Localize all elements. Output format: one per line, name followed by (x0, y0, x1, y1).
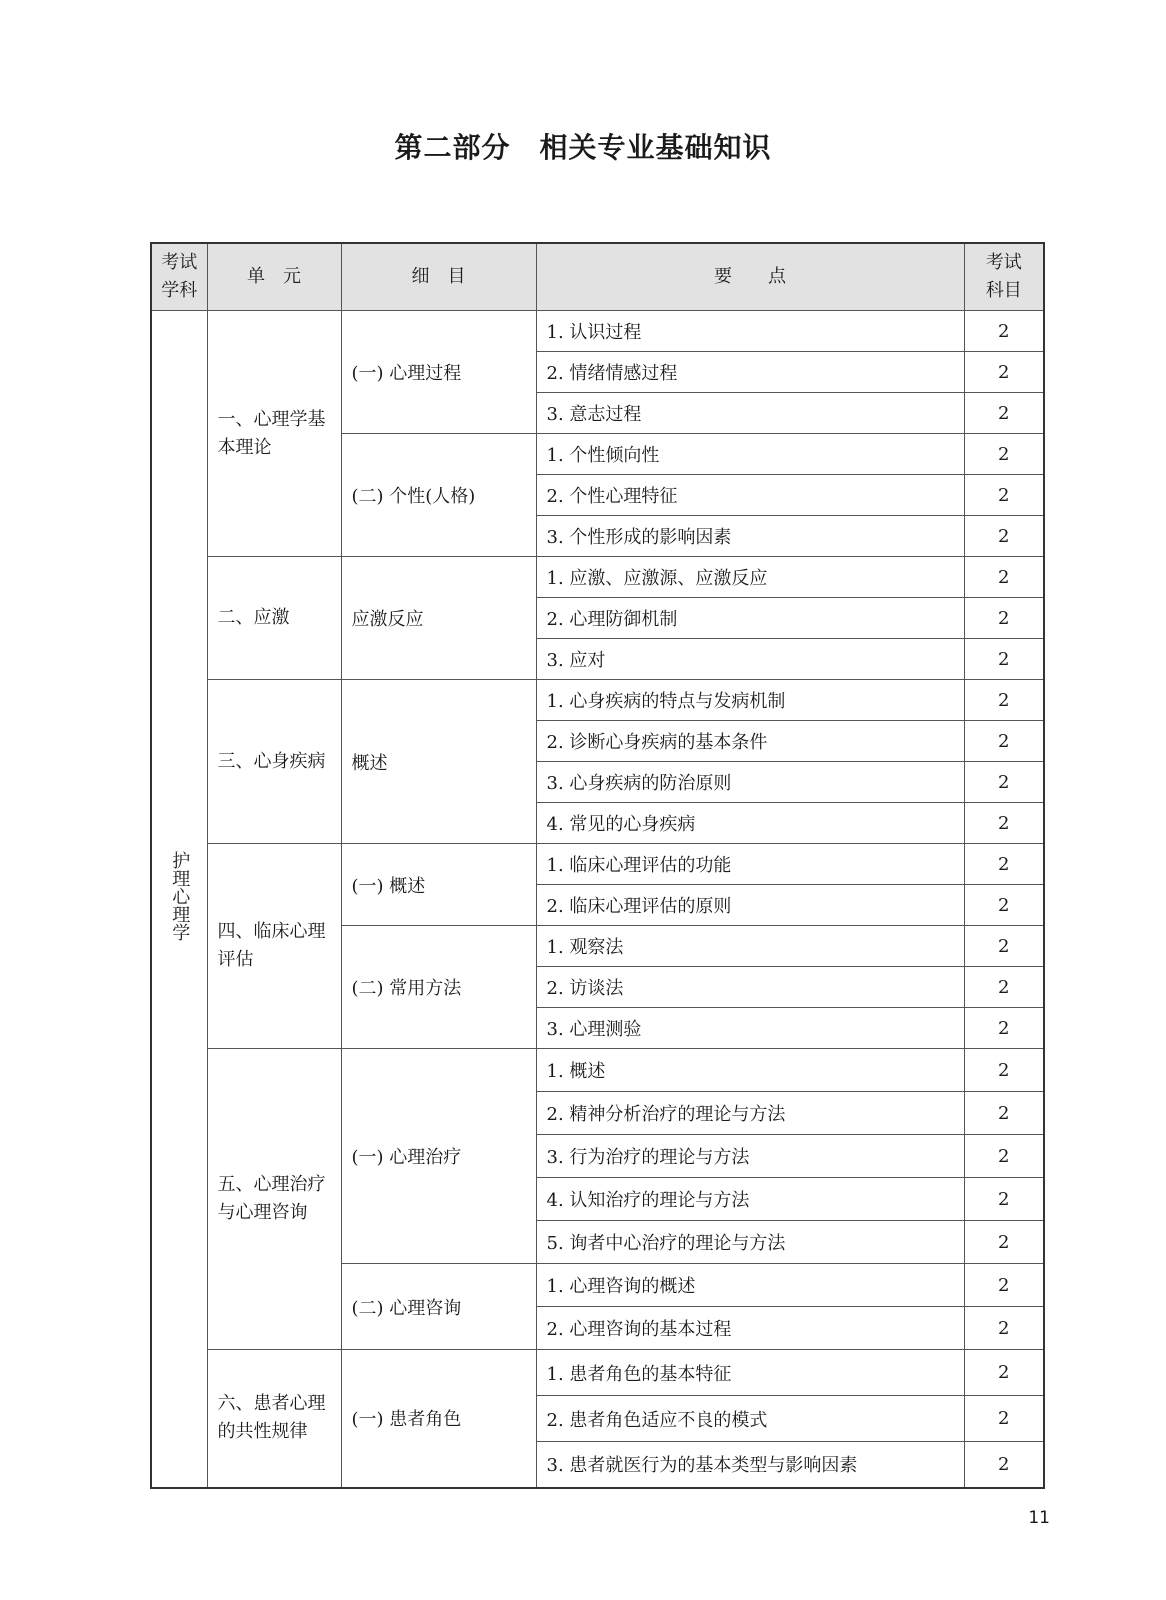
point-cell: 1. 个性倾向性 (536, 434, 964, 475)
point-cell: 3. 心理测验 (536, 1008, 964, 1049)
table-row (151, 680, 1044, 721)
level-cell: 2 (964, 844, 1044, 885)
point-cell: 2. 诊断心身疾病的基本条件 (536, 721, 964, 762)
item-cell: 应激反应 (341, 557, 536, 680)
table-body (151, 311, 1044, 1488)
level-cell: 2 (964, 311, 1044, 352)
level-cell: 2 (964, 1178, 1044, 1221)
table-row (151, 1049, 1044, 1092)
point-cell: 1. 观察法 (536, 926, 964, 967)
level-cell: 2 (964, 434, 1044, 475)
point-cell: 3. 意志过程 (536, 393, 964, 434)
level-cell: 2 (964, 721, 1044, 762)
unit-cell: 一、心理学基本理论 (207, 311, 341, 557)
table-row (151, 844, 1044, 885)
point-cell: 2. 精神分析治疗的理论与方法 (536, 1092, 964, 1135)
item-cell: (二) 个性(人格) (341, 434, 536, 557)
level-cell: 2 (964, 1350, 1044, 1396)
level-cell: 2 (964, 680, 1044, 721)
syllabus-table (150, 242, 1045, 1489)
level-cell: 2 (964, 762, 1044, 803)
point-cell: 4. 认知治疗的理论与方法 (536, 1178, 964, 1221)
point-cell: 1. 心理咨询的概述 (536, 1264, 964, 1307)
point-cell: 1. 心身疾病的特点与发病机制 (536, 680, 964, 721)
item-cell: (一) 心理过程 (341, 311, 536, 434)
header-level: 考试 科目 (964, 243, 1044, 311)
point-cell: 3. 患者就医行为的基本类型与影响因素 (536, 1442, 964, 1488)
point-cell: 5. 询者中心治疗的理论与方法 (536, 1221, 964, 1264)
level-cell: 2 (964, 1264, 1044, 1307)
table-header-row (151, 243, 1044, 311)
level-cell: 2 (964, 803, 1044, 844)
page-number: 11 (1028, 1508, 1050, 1528)
level-cell: 2 (964, 1008, 1044, 1049)
item-cell: (二) 常用方法 (341, 926, 536, 1049)
point-cell: 2. 情绪情感过程 (536, 352, 964, 393)
point-cell: 1. 临床心理评估的功能 (536, 844, 964, 885)
table-row (151, 311, 1044, 352)
unit-cell: 四、临床心理评估 (207, 844, 341, 1049)
level-cell: 2 (964, 1396, 1044, 1442)
subject-label: 护理心理学 (169, 851, 191, 942)
point-cell: 3. 个性形成的影响因素 (536, 516, 964, 557)
item-cell: (二) 心理咨询 (341, 1264, 536, 1350)
level-cell: 2 (964, 1307, 1044, 1350)
table-row (151, 557, 1044, 598)
point-cell: 4. 常见的心身疾病 (536, 803, 964, 844)
header-points: 要 点 (536, 243, 964, 311)
item-cell: (一) 心理治疗 (341, 1049, 536, 1264)
point-cell: 2. 临床心理评估的原则 (536, 885, 964, 926)
unit-cell: 六、患者心理的共性规律 (207, 1350, 341, 1488)
level-cell: 2 (964, 885, 1044, 926)
level-cell: 2 (964, 967, 1044, 1008)
subject-cell (151, 311, 207, 1488)
unit-cell: 二、应激 (207, 557, 341, 680)
level-cell: 2 (964, 598, 1044, 639)
item-cell: (一) 概述 (341, 844, 536, 926)
level-cell: 2 (964, 557, 1044, 598)
point-cell: 2. 访谈法 (536, 967, 964, 1008)
point-cell: 2. 患者角色适应不良的模式 (536, 1396, 964, 1442)
point-cell: 1. 患者角色的基本特征 (536, 1350, 964, 1396)
level-cell: 2 (964, 1092, 1044, 1135)
level-cell: 2 (964, 393, 1044, 434)
table-row (151, 1350, 1044, 1396)
point-cell: 2. 心理咨询的基本过程 (536, 1307, 964, 1350)
unit-cell: 五、心理治疗与心理咨询 (207, 1049, 341, 1350)
level-cell: 2 (964, 516, 1044, 557)
point-cell: 2. 心理防御机制 (536, 598, 964, 639)
point-cell: 2. 个性心理特征 (536, 475, 964, 516)
item-cell: 概述 (341, 680, 536, 844)
level-cell: 2 (964, 352, 1044, 393)
point-cell: 3. 心身疾病的防治原则 (536, 762, 964, 803)
point-cell: 3. 行为治疗的理论与方法 (536, 1135, 964, 1178)
level-cell: 2 (964, 639, 1044, 680)
level-cell: 2 (964, 1135, 1044, 1178)
item-cell: (一) 患者角色 (341, 1350, 536, 1488)
header-item: 细 目 (341, 243, 536, 311)
level-cell: 2 (964, 1442, 1044, 1488)
level-cell: 2 (964, 1049, 1044, 1092)
level-cell: 2 (964, 926, 1044, 967)
level-cell: 2 (964, 475, 1044, 516)
point-cell: 3. 应对 (536, 639, 964, 680)
point-cell: 1. 应激、应激源、应激反应 (536, 557, 964, 598)
unit-cell: 三、心身疾病 (207, 680, 341, 844)
header-unit: 单 元 (207, 243, 341, 311)
page-title: 第二部分 相关专业基础知识 (394, 131, 772, 164)
level-cell: 2 (964, 1221, 1044, 1264)
point-cell: 1. 概述 (536, 1049, 964, 1092)
point-cell: 1. 认识过程 (536, 311, 964, 352)
header-subject: 考试 学科 (151, 243, 207, 311)
